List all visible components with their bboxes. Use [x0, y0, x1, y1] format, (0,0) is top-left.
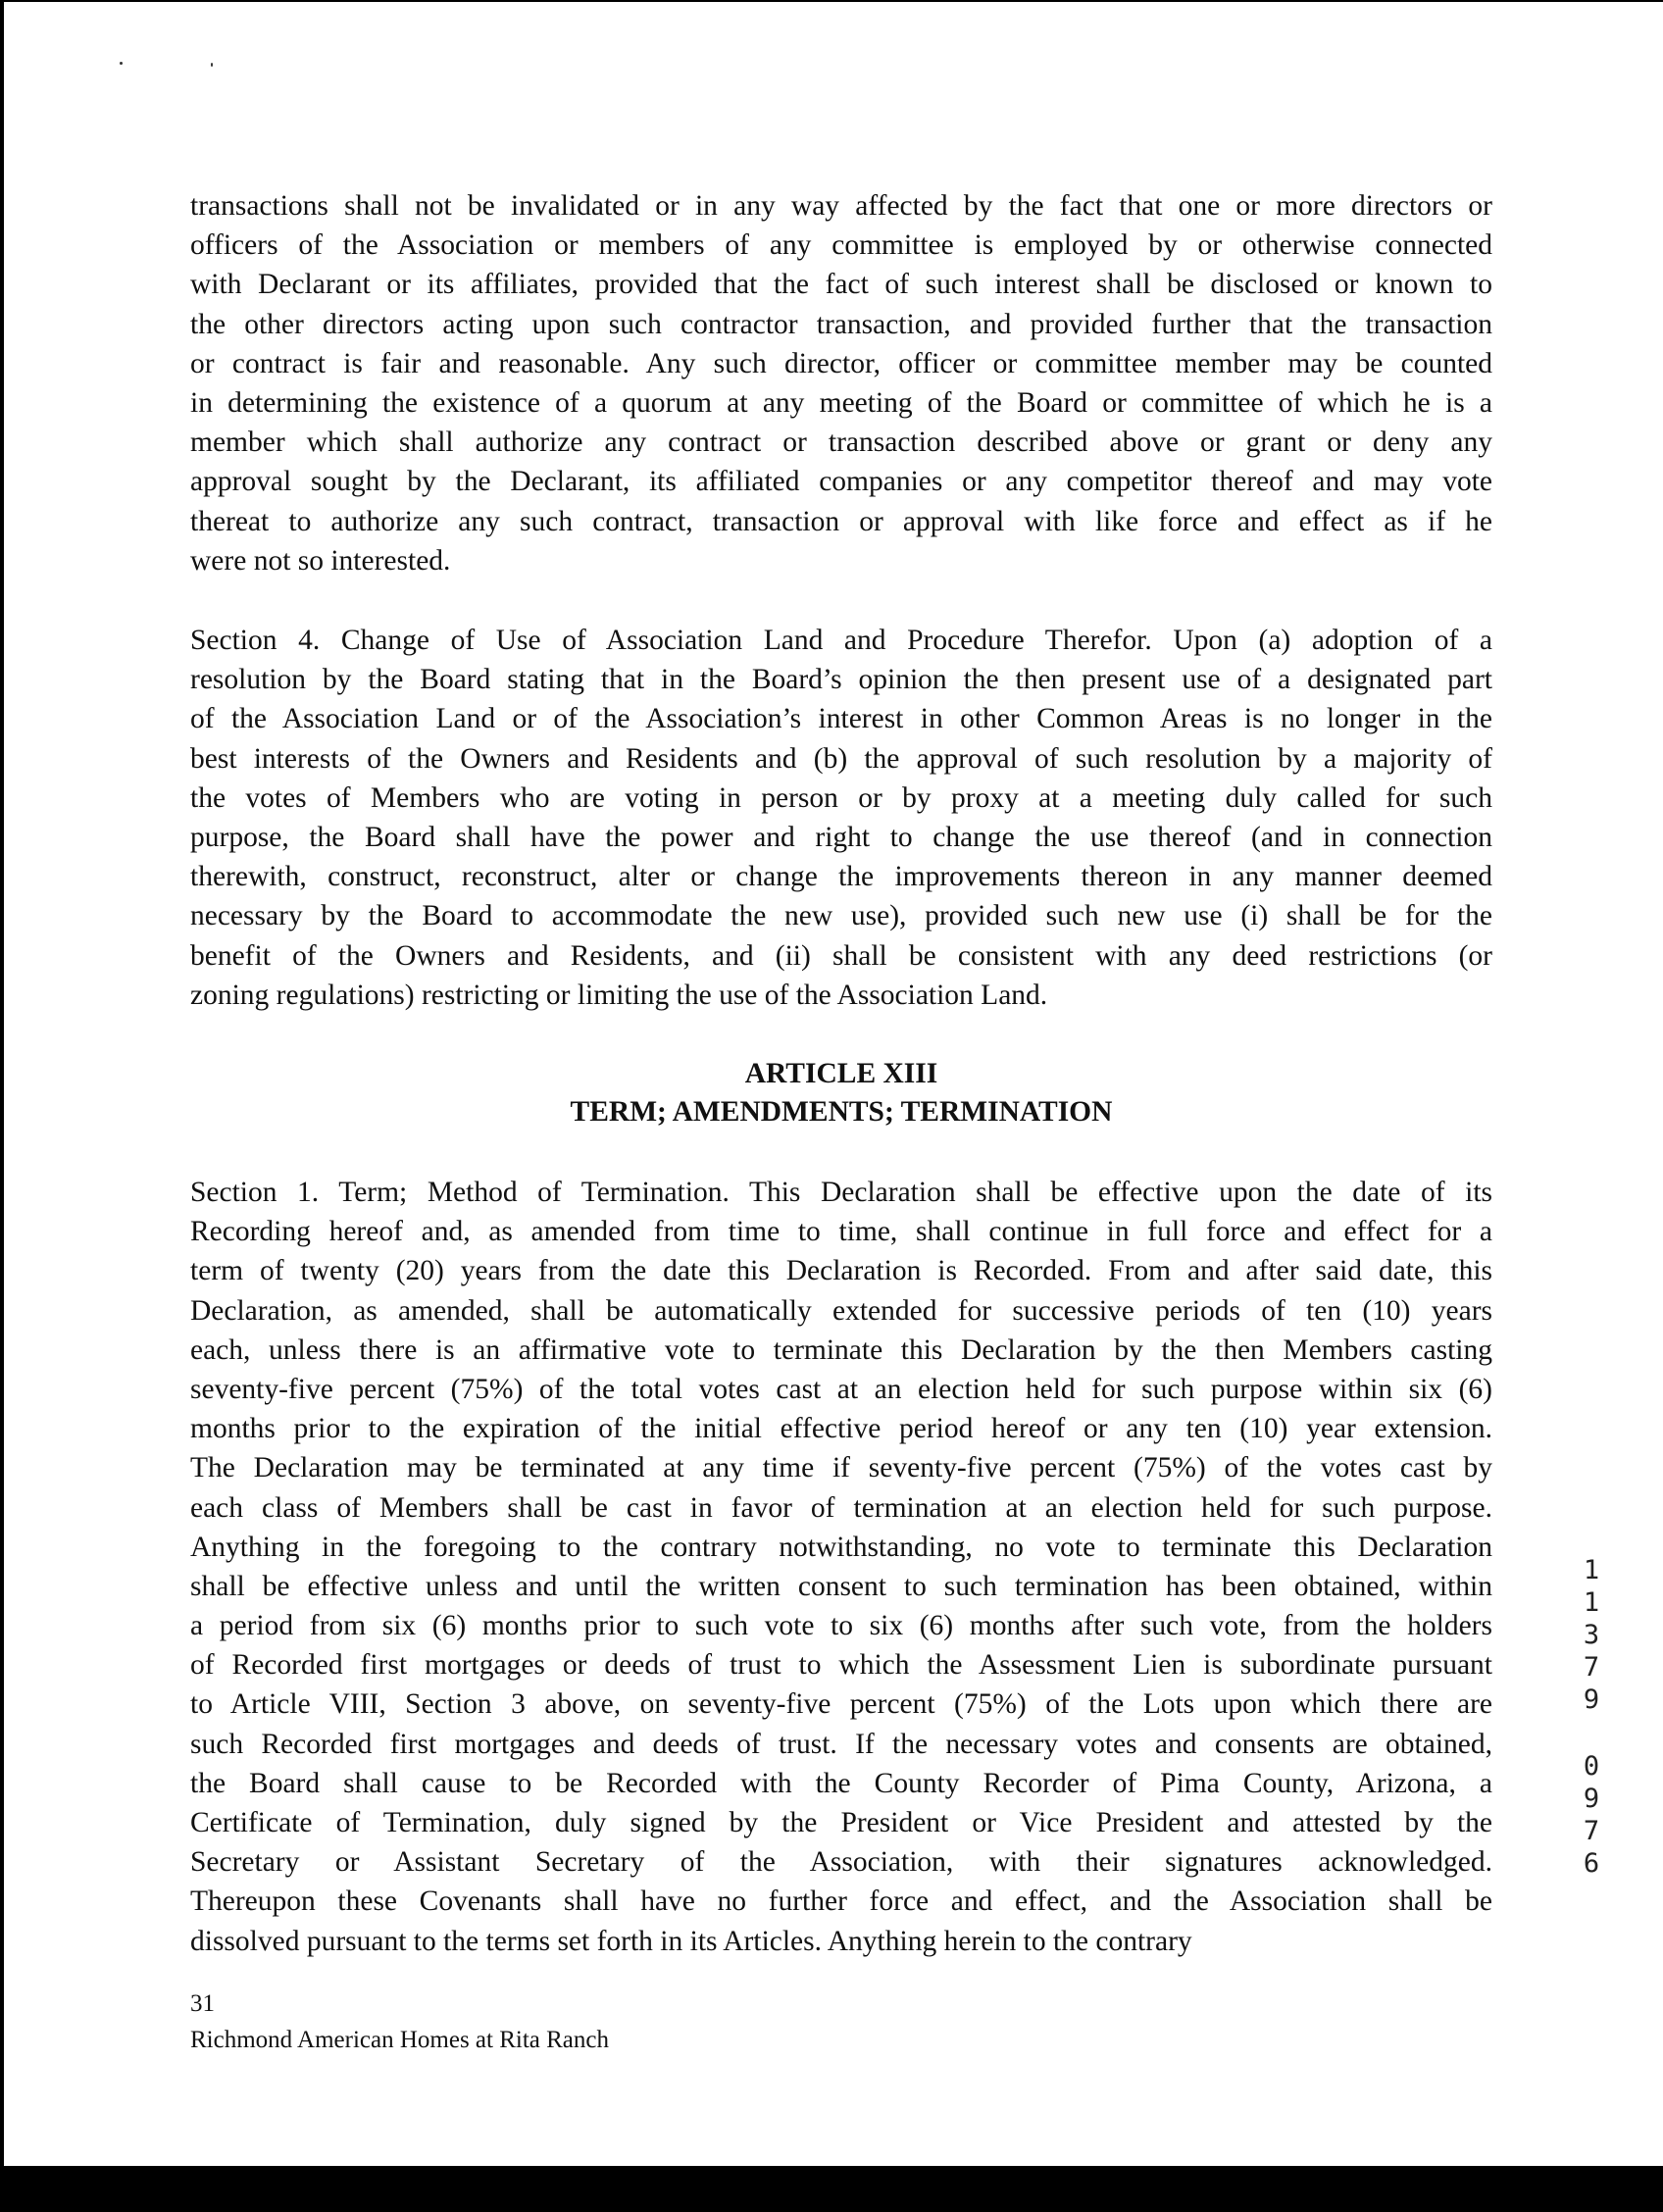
- text-line: were not so interested.: [190, 544, 451, 577]
- text-line: the Board shall cause to be Recorded with the County Recorder of Pima County, Arizona, a: [190, 1767, 1492, 1799]
- text-line: Thereupon these Covenants shall have no further force and effect, and the Association shall be: [190, 1885, 1492, 1918]
- text-line: to Article VIII, Section 3 above, on seventy-five percent (75%) of the Lots upon which there are: [190, 1688, 1492, 1721]
- text-line: of Recorded first mortgages or deeds of trust to which the Assessment Lien is subordinate pursuant: [190, 1649, 1492, 1682]
- stamp-digit: 3: [1583, 1620, 1600, 1650]
- text-line: dissolved pursuant to the terms set forth in its Articles. Anything herein to the contrary: [190, 1925, 1192, 1957]
- article-number: ARTICLE XIII: [744, 1058, 938, 1089]
- text-line: Section 1. Term; Method of Termination. This Declaration shall be effective upon the date of its: [190, 1177, 1492, 1208]
- text-line: with Declarant or its affiliates, provided that the fact of such interest shall be disclosed or known to: [190, 269, 1492, 301]
- stamp-digit: 1: [1583, 1587, 1600, 1618]
- text-line: transactions shall not be invalidated or in any way affected by the fact that one or more directors or: [190, 190, 1492, 222]
- recording-number-stamp-part-2: [1577, 1750, 1606, 1880]
- recording-number-stamp-part-1: [1577, 1554, 1606, 1716]
- paragraph-section-1-term: [190, 1173, 1492, 1961]
- text-line: Secretary or Assistant Secretary of the Association, with their signatures acknowledged.: [190, 1846, 1492, 1879]
- paragraph-section-4-change-of-use: [190, 621, 1492, 1015]
- text-line: shall be effective unless and until the written consent to such termination has been obtained, within: [190, 1570, 1492, 1602]
- article-heading: [190, 1055, 1492, 1131]
- text-line: resolution by the Board stating that in the Board’s opinion the then present use of a designated part: [190, 664, 1492, 696]
- text-line: of the Association Land or of the Association’s interest in other Common Areas is no longer in the: [190, 703, 1492, 735]
- text-line: The Declaration may be terminated at any time if seventy-five percent (75%) of the votes cast by: [190, 1452, 1492, 1484]
- scan-speck: [120, 62, 123, 65]
- paragraph-conflict-transactions: [190, 186, 1492, 580]
- text-line: Declaration, as amended, shall be automatically extended for successive periods of ten (10) years: [190, 1294, 1492, 1327]
- text-line: a period from six (6) months prior to such vote to six (6) months after such vote, from the holders: [190, 1610, 1492, 1642]
- text-line: in determining the existence of a quorum at any meeting of the Board or committee of which he is a: [190, 386, 1492, 419]
- text-line: zoning regulations) restricting or limiting the use of the Association Land.: [190, 979, 1048, 1011]
- text-line: the votes of Members who are voting in person or by proxy at a meeting duly called for such: [190, 781, 1492, 814]
- footer-page-number: 31: [190, 1990, 215, 2017]
- scan-border-left: [0, 0, 4, 2212]
- text-line: therewith, construct, reconstruct, alter or change the improvements thereon in any manner deemed: [190, 861, 1492, 893]
- stamp-digit: 0: [1583, 1751, 1600, 1782]
- text-line: Anything in the foregoing to the contrary notwithstanding, no vote to terminate this Declaration: [190, 1531, 1492, 1563]
- text-line: necessary by the Board to accommodate the new use), provided such new use (i) shall be for the: [190, 900, 1492, 932]
- stamp-digit: 9: [1583, 1784, 1600, 1814]
- scan-border-bottom: [0, 2166, 1663, 2212]
- text-line: member which shall authorize any contract or transaction described above or grant or deny any: [190, 427, 1492, 459]
- stamp-digit: 7: [1583, 1816, 1600, 1846]
- stamp-digit: 7: [1583, 1652, 1600, 1683]
- text-line: best interests of the Owners and Residents and (b) the approval of such resolution by a majority of: [190, 742, 1492, 775]
- article-title: TERM; AMENDMENTS; TERMINATION: [570, 1096, 1113, 1128]
- stamp-digit: 9: [1583, 1684, 1600, 1715]
- text-line: Certificate of Termination, duly signed by the President or Vice President and attested by the: [190, 1807, 1492, 1838]
- scan-border-top: [0, 0, 1663, 2]
- text-line: benefit of the Owners and Residents, and (ii) shall be consistent with any deed restrictions (or: [190, 939, 1492, 972]
- text-line: officers of the Association or members of any committee is employed by or otherwise connected: [190, 229, 1492, 262]
- text-line: thereat to authorize any such contract, transaction or approval with like force and effect as if he: [190, 505, 1492, 537]
- text-line: Section 4. Change of Use of Association Land and Procedure Therefor. Upon (a) adoption of a: [190, 625, 1492, 656]
- text-line: the other directors acting upon such contractor transaction, and provided further that the transaction: [190, 308, 1492, 340]
- text-line: or contract is fair and reasonable. Any such director, officer or committee member may be counted: [190, 347, 1492, 379]
- text-line: Recording hereof and, as amended from time to time, shall continue in full force and effect for a: [190, 1216, 1492, 1248]
- text-line: seventy-five percent (75%) of the total votes cast at an election held for such purpose within six (6): [190, 1373, 1492, 1405]
- text-line: term of twenty (20) years from the date this Declaration is Recorded. From and after said date, this: [190, 1255, 1492, 1287]
- scan-speck: [211, 63, 213, 67]
- text-line: each, unless there is an affirmative vote to terminate this Declaration by the then Members casting: [190, 1333, 1492, 1366]
- text-line: approval sought by the Declarant, its affiliated companies or any competitor thereof and may vote: [190, 466, 1492, 498]
- text-line: each class of Members shall be cast in favor of termination at an election held for such purpose.: [190, 1491, 1492, 1524]
- stamp-digit: 6: [1583, 1848, 1600, 1879]
- footer-project-name: Richmond American Homes at Rita Ranch: [190, 2027, 609, 2053]
- text-line: such Recorded first mortgages and deeds of trust. If the necessary votes and consents are obtained,: [190, 1728, 1492, 1760]
- stamp-digit: 1: [1583, 1555, 1600, 1585]
- text-line: purpose, the Board shall have the power and right to change the use thereof (and in connection: [190, 821, 1492, 853]
- text-line: months prior to the expiration of the initial effective period hereof or any ten (10) year extension.: [190, 1413, 1492, 1445]
